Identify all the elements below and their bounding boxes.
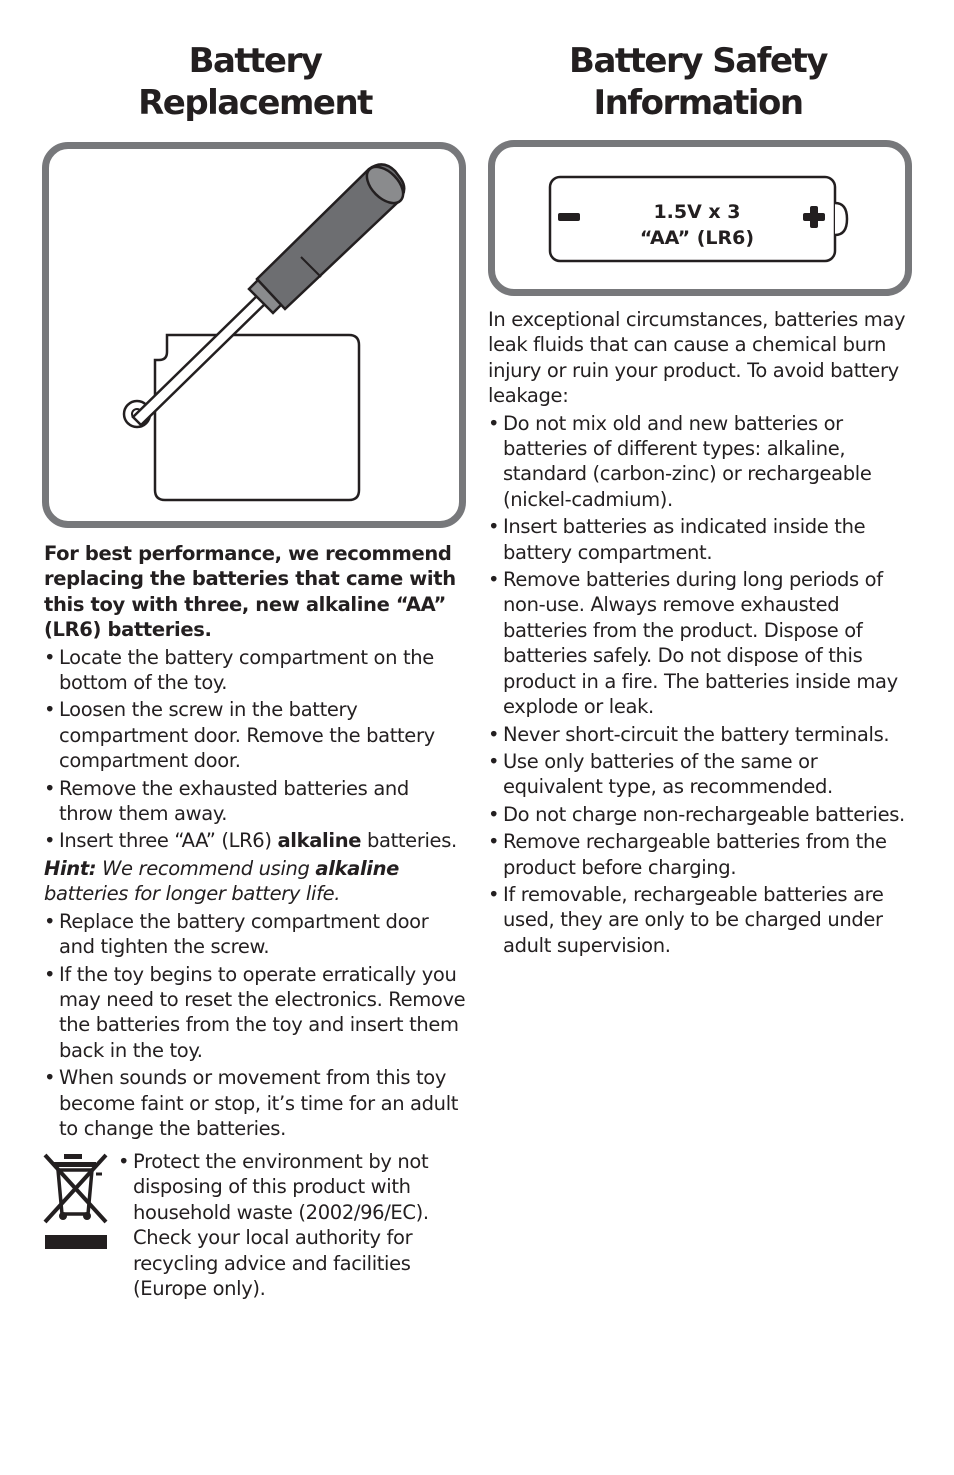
- recommendation-text: For best performance, we recommend replacing the batteries that came with this toy with three, new alkaline “AA” (LR6) batteries.: [44, 542, 456, 642]
- list-item: • Remove the exhausted batteries and throw them away.: [44, 776, 468, 827]
- list-item: • Insert batteries as indicated inside the battery compartment.: [488, 514, 910, 565]
- title-line-2: Information: [593, 83, 803, 123]
- safety-list: [488, 411, 910, 959]
- list-item: • If the toy begins to operate erratically you may need to reset the electronics. Remove the batteries from the toy and insert them back in the toy.: [44, 962, 468, 1064]
- crossed-out-wheelie-bin-icon: [42, 1152, 110, 1252]
- title-line-2: Replacement: [138, 83, 372, 123]
- battery-safety-title: [488, 40, 908, 124]
- replacement-steps-continued: [44, 909, 468, 1142]
- list-item: • Insert three “AA” (LR6) alkaline batteries.: [44, 828, 468, 853]
- replacement-steps: [44, 645, 468, 854]
- list-item: • Loosen the screw in the battery compartment door. Remove the battery compartment door.: [44, 697, 468, 773]
- title-line-1: Battery Safety: [569, 41, 827, 81]
- list-item: • Remove rechargeable batteries from the product before charging.: [488, 829, 910, 880]
- battery-door-outline: [155, 335, 359, 500]
- list-item: • Use only batteries of the same or equivalent type, as recommended.: [488, 749, 910, 800]
- safety-information: [488, 307, 910, 960]
- replacement-instructions: [44, 541, 468, 1143]
- list-item: • Protect the environment by not disposing of this product with household waste (2002/96/EC). Check your local authority for recycling advice and facilities (Europe only).: [118, 1149, 478, 1301]
- environment-note: [118, 1149, 478, 1303]
- hint-text: Hint: We recommend using alkaline batteries for longer battery life.: [44, 856, 400, 906]
- list-item: • Do not charge non-rechargeable batteries.: [488, 802, 910, 827]
- screwdriver-icon: [49, 149, 459, 521]
- list-item: • Never short-circuit the battery terminals.: [488, 722, 910, 747]
- battery-type-label: “AA” (LR6): [639, 227, 755, 249]
- safety-intro: In exceptional circumstances, batteries may leak fluids that can cause a chemical burn injury or ruin your product. To avoid battery leakage:: [488, 308, 906, 408]
- battery-replacement-title: [40, 40, 470, 124]
- list-item: • Remove batteries during long periods of non-use. Always remove exhausted batteries from the product. Dispose of batteries safely. Do not dispose of this product in a fire. The batteries inside may explode or leak.: [488, 567, 910, 719]
- title-line-1: Battery: [188, 41, 322, 81]
- battery-voltage-label: 1.5V x 3: [653, 201, 741, 223]
- list-item: • Replace the battery compartment door and tighten the screw.: [44, 909, 468, 960]
- battery-door-illustration: [42, 142, 466, 528]
- list-item: • When sounds or movement from this toy become faint or stop, it’s time for an adult to change the batteries.: [44, 1065, 468, 1141]
- list-item: • Locate the battery compartment on the bottom of the toy.: [44, 645, 468, 696]
- list-item: • Do not mix old and new batteries or batteries of different types: alkaline, standard (carbon-zinc) or rechargeable (nickel-cadmium).: [488, 411, 910, 513]
- battery-spec-box: [488, 140, 912, 296]
- list-item: • If removable, rechargeable batteries are used, they are only to be charged under adult supervision.: [488, 882, 910, 958]
